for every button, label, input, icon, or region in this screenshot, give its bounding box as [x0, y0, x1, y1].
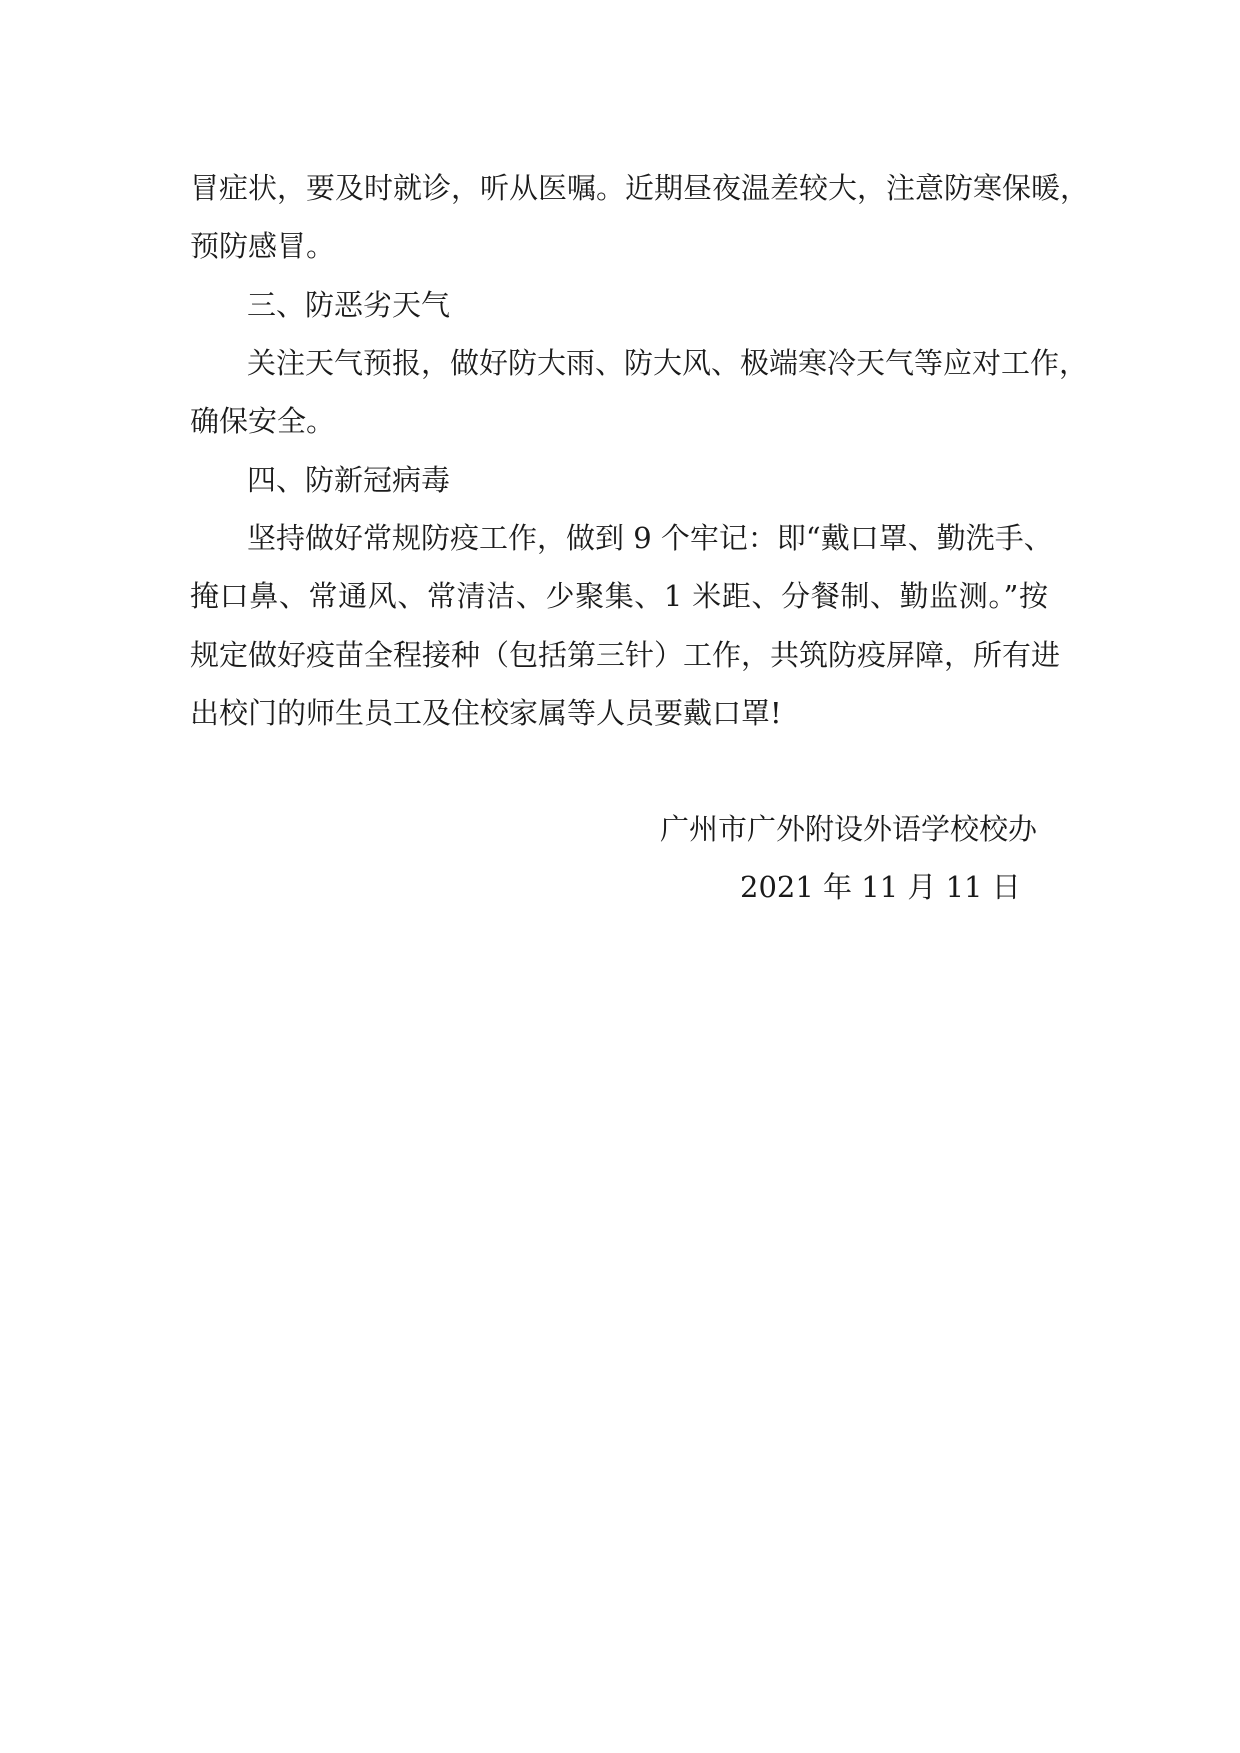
paragraph-continuation-line-1: 冒症状，要及时就诊，听从医嘱。近期昼夜温差较大，注意防寒保暖，: [190, 171, 1090, 205]
section-3-heading: 三、防恶劣天气: [247, 288, 451, 322]
section-4-line-1: 坚持做好常规防疫工作，做到 9 个牢记：即“戴口罩、勤洗手、: [247, 521, 1053, 555]
section-3-line-1: 关注天气预报，做好防大雨、防大风、极端寒冷天气等应对工作，: [247, 346, 1089, 380]
section-4-heading: 四、防新冠病毒: [247, 463, 451, 497]
section-4-line-3: 规定做好疫苗全程接种（包括第三针）工作，共筑防疫屏障，所有进: [190, 638, 1061, 672]
section-4-line-2: 掩口鼻、常通风、常清洁、少聚集、1 米距、分餐制、勤监测。”按: [190, 579, 1048, 613]
section-4-line-4: 出校门的师生员工及住校家属等人员要戴口罩!: [190, 696, 782, 730]
signature-organization: 广州市广外附设外语学校校办: [660, 812, 1038, 846]
section-3-line-2: 确保安全。: [190, 404, 336, 438]
paragraph-continuation-line-2: 预防感冒。: [190, 229, 336, 263]
signature-date: 2021 年 11 月 11 日: [740, 870, 1021, 904]
